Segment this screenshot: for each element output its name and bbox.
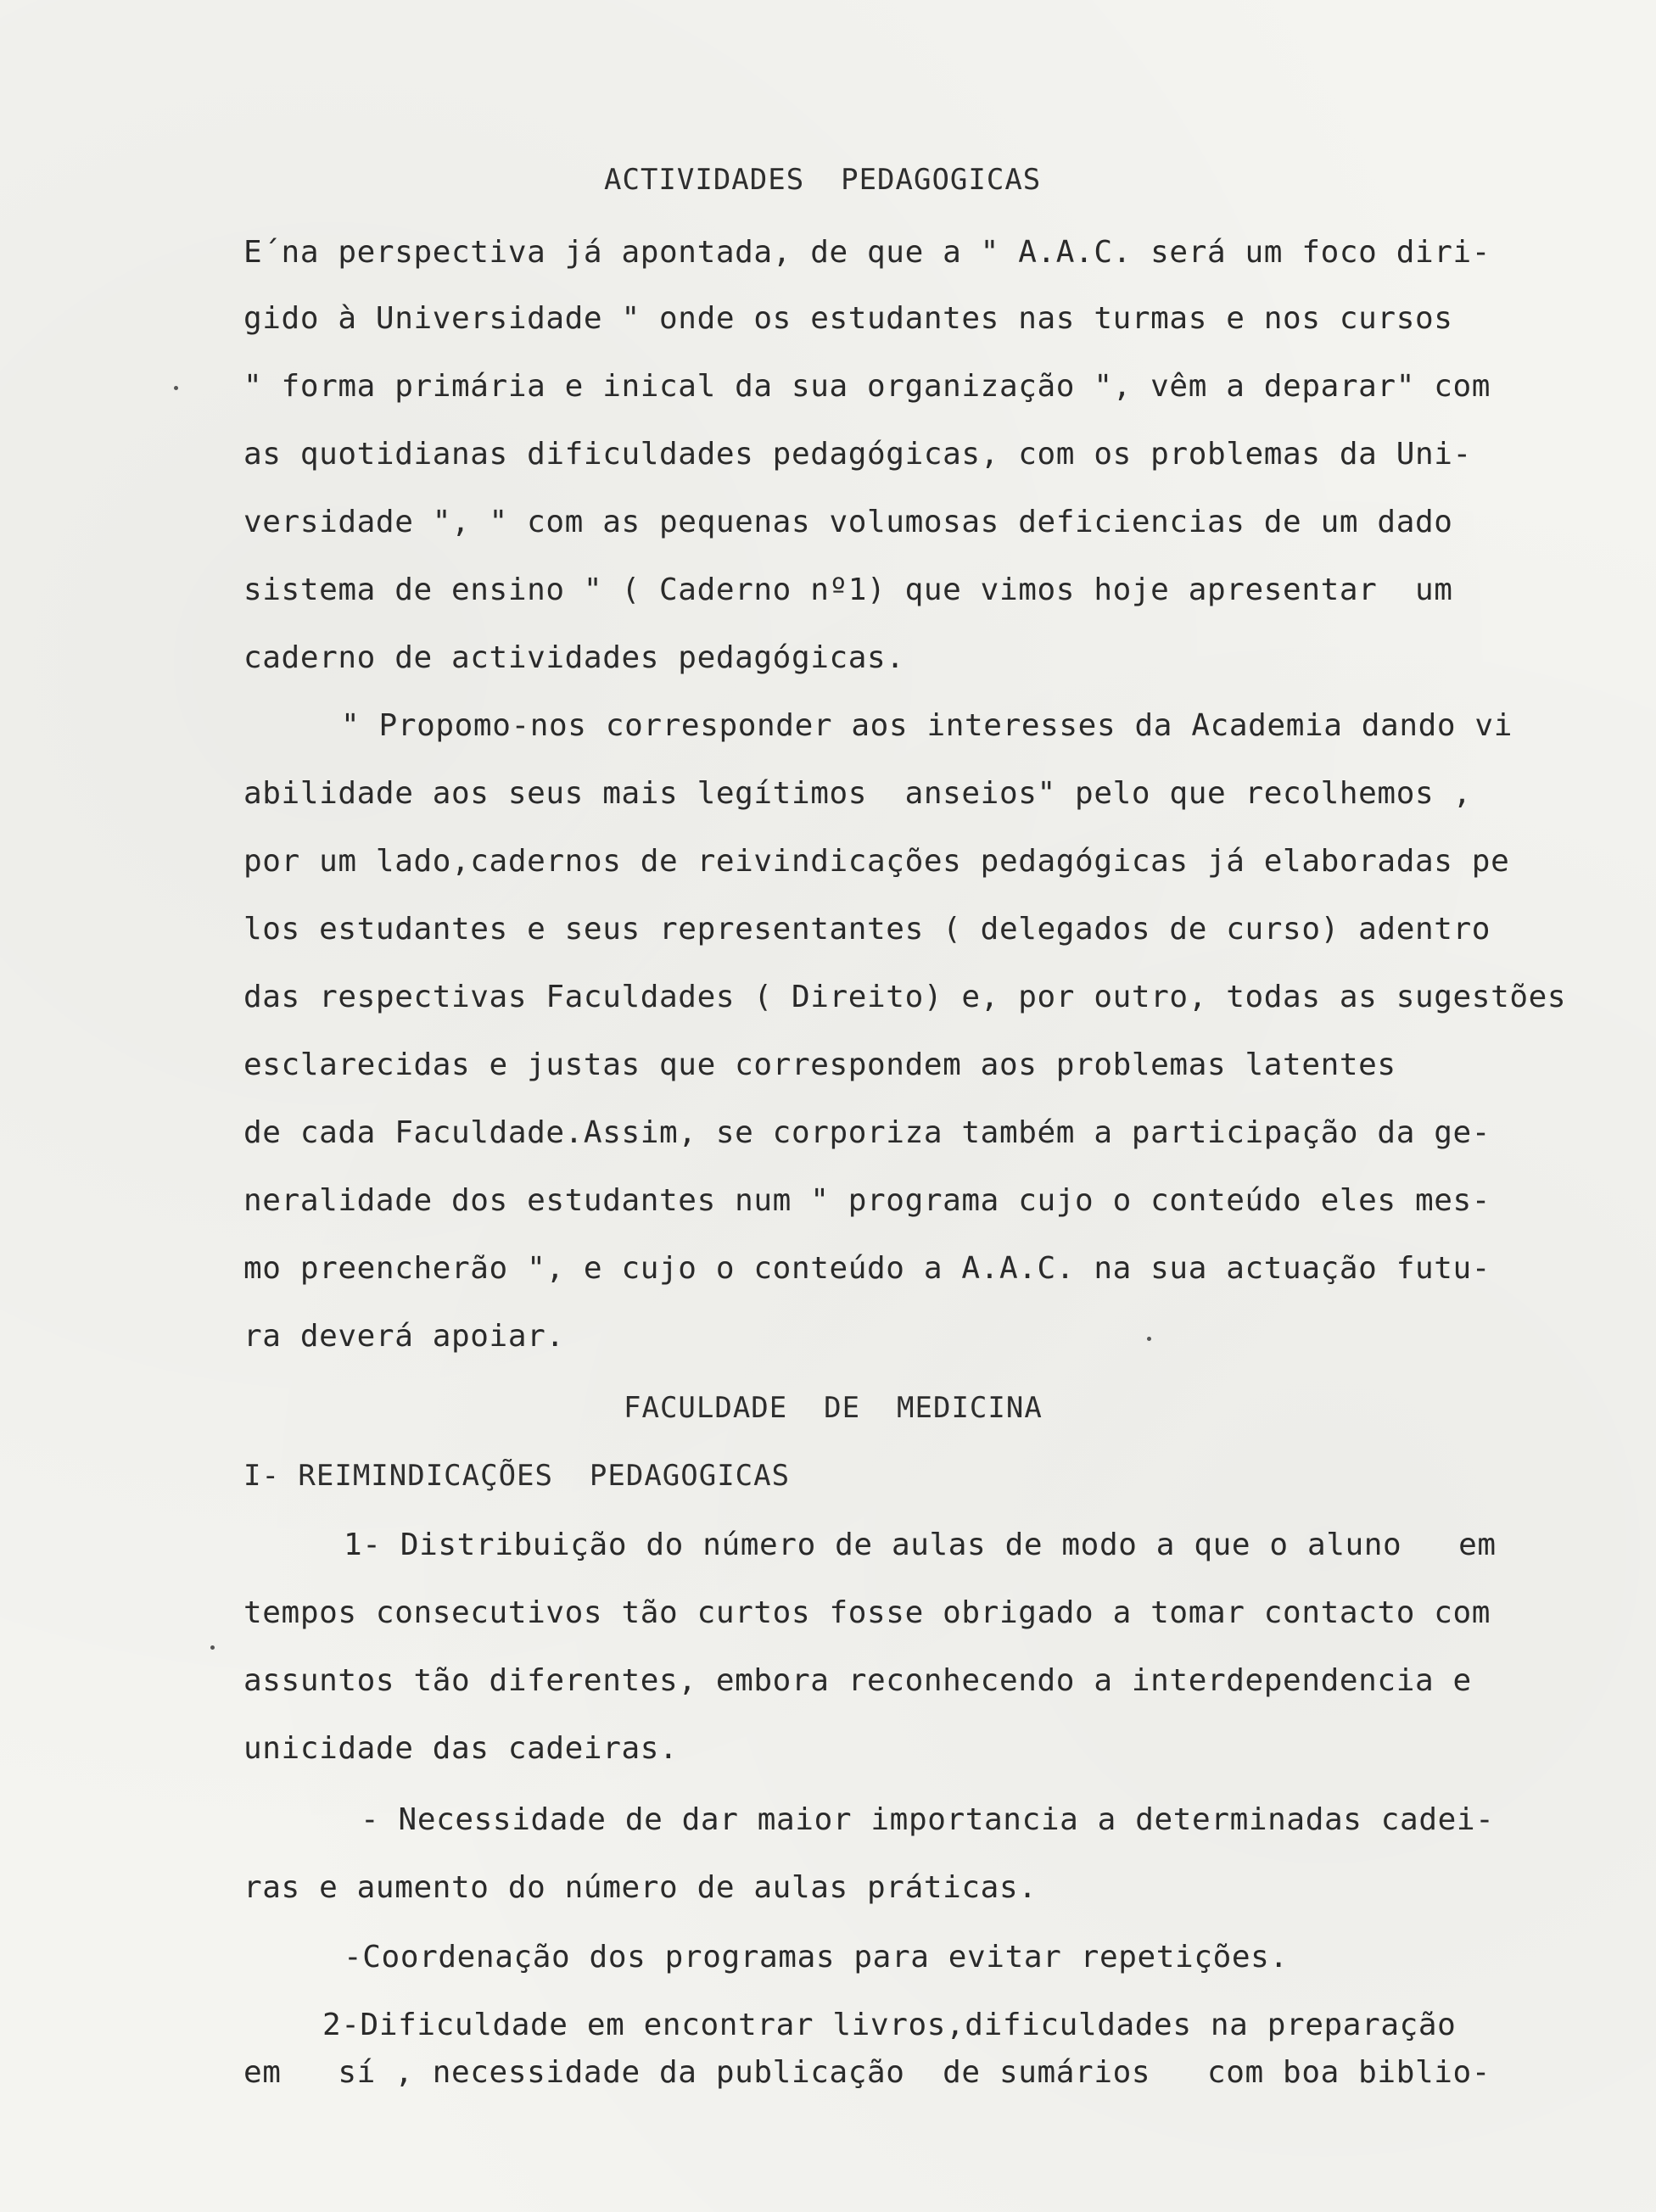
paragraph-2-line-1: " Propomo-nos corresponder aos interesses da Academia dando vi [341, 708, 1513, 743]
document-title: ACTIVIDADES PEDAGOGICAS [604, 163, 1042, 197]
item-2-line-2: em sí , necessidade da publicação de sumários com boa biblio- [243, 2055, 1491, 2090]
paragraph-2-line-2: abilidade aos seus mais legítimos anseios" pelo que recolhemos , [243, 776, 1472, 811]
item-1-line-1: 1- Distribuição do número de aulas de modo a que o aluno em [344, 1528, 1497, 1562]
intro-line-5: versidade ", " com as pequenas volumosas deficiencias de um dado [243, 505, 1453, 539]
item-1-sub-2: -Coordenação dos programas para evitar repetições. [344, 1940, 1289, 1975]
paragraph-2-line-5: das respectivas Faculdades ( Direito) e, por outro, todas as sugestões [243, 980, 1567, 1014]
section-title: FACULDADE DE MEDICINA [624, 1391, 1043, 1425]
item-1-sub-line-2: ras e aumento do número de aulas práticas. [243, 1870, 1038, 1905]
scan-speck [1147, 1337, 1151, 1341]
paragraph-2-line-10: ra deverá apoiar. [243, 1319, 565, 1354]
scan-speck [210, 1645, 215, 1650]
item-1-line-3: assuntos tão diferentes, embora reconhecendo a interdependencia e [243, 1663, 1472, 1698]
paragraph-2-line-4: los estudantes e seus representantes ( delegados de curso) adentro [243, 912, 1491, 947]
paragraph-2-line-3: por um lado,cadernos de reivindicações pedagógicas já elaboradas pe [243, 844, 1510, 879]
intro-line-1: E´na perspectiva já apontada, de que a " A.A.C. será um foco diri- [243, 235, 1491, 270]
paragraph-2-line-9: mo preencherão ", e cujo o conteúdo a A.A.C. na sua actuação futu- [243, 1251, 1491, 1286]
intro-line-7: caderno de actividades pedagógicas. [243, 640, 905, 675]
intro-line-4: as quotidianas dificuldades pedagógicas, com os problemas da Uni- [243, 437, 1472, 472]
paragraph-2-line-7: de cada Faculdade.Assim, se corporiza também a participação da ge- [243, 1115, 1491, 1150]
item-2-line-1: 2-Dificuldade em encontrar livros,dificuldades na preparação [322, 2008, 1457, 2042]
paragraph-2-line-6: esclarecidas e justas que correspondem aos problemas latentes [243, 1047, 1396, 1082]
subsection-title: I- REIMINDICAÇÕES PEDAGOGICAS [243, 1459, 791, 1493]
paragraph-2-line-8: neralidade dos estudantes num " programa cujo o conteúdo eles mes- [243, 1183, 1491, 1218]
scan-speck [174, 386, 178, 390]
item-1-line-4: unicidade das cadeiras. [243, 1731, 679, 1766]
item-1-sub-line-1: - Necessidade de dar maior importancia a determinadas cadei- [361, 1802, 1495, 1837]
intro-line-2: gido à Universidade " onde os estudantes nas turmas e nos cursos [243, 301, 1453, 336]
intro-line-3: " forma primária e inical da sua organização ", vêm a deparar" com [243, 369, 1491, 404]
item-1-line-2: tempos consecutivos tão curtos fosse obrigado a tomar contacto com [243, 1595, 1491, 1630]
intro-line-6: sistema de ensino " ( Caderno nº1) que vimos hoje apresentar um [243, 573, 1453, 607]
